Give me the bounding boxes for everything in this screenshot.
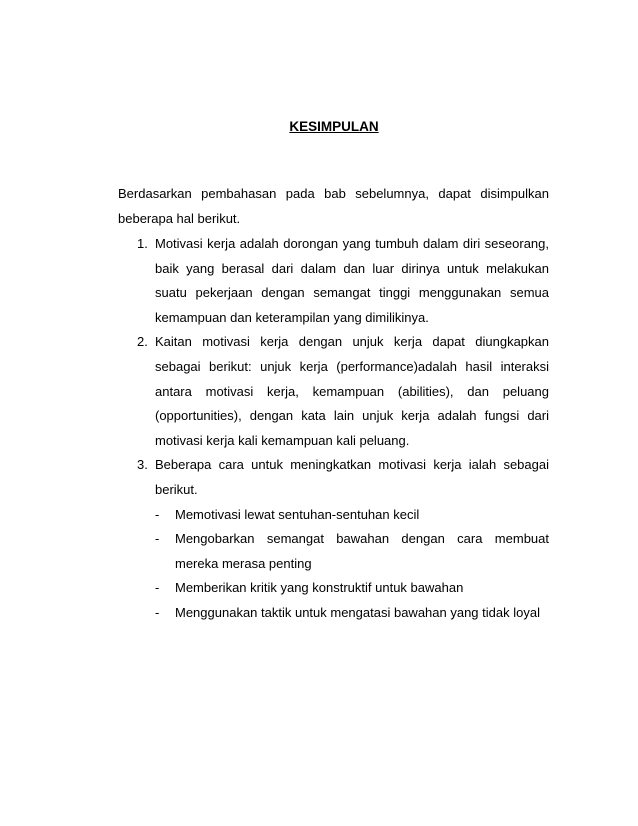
page-title: KESIMPULAN — [289, 119, 379, 134]
sub-list-item — [155, 601, 549, 626]
list-number: 2. — [137, 334, 148, 350]
list-item — [118, 453, 549, 625]
intro-paragraph — [118, 181, 549, 231]
intro-line-2: beberapa hal berikut. — [118, 211, 241, 226]
list-item-text: Kaitan motivasi kerja dengan unjuk kerja dapat diungkapkan sebagai berikut: unjuk kerja (performance)adalah hasil interaksi antara motivasi kerja, kemampuan (abilities), dan peluang (opportunities), dengan kata lain unjuk kerja adalah fungsi dari motivasi kerja kali kemampuan kali peluang. — [155, 334, 549, 448]
list-item — [118, 232, 549, 330]
dash-bullet: - — [155, 604, 160, 620]
dash-bullet: - — [155, 506, 160, 522]
list-item-text: Beberapa cara untuk meningkatkan motivasi kerja ialah sebagai berikut. — [155, 457, 549, 497]
dash-bullet: - — [155, 580, 160, 596]
list-number: 1. — [137, 236, 148, 251]
dash-bullet: - — [155, 531, 160, 547]
sub-list-item — [155, 576, 549, 601]
conclusion-list — [118, 232, 549, 626]
intro-line-1: Berdasarkan pembahasan pada bab sebelumnya, dapat disimpulkan — [118, 186, 549, 201]
sub-item-text: Mengobarkan semangat bawahan dengan cara membuat mereka merasa penting — [175, 531, 549, 571]
sub-item-text: Memotivasi lewat sentuhan-sentuhan kecil — [175, 506, 420, 522]
sub-list — [155, 503, 549, 626]
list-number: 3. — [137, 457, 148, 473]
list-item — [118, 330, 549, 453]
list-item-text: Motivasi kerja adalah dorongan yang tumbuh dalam diri seseorang, baik yang berasal dari dalam dan luar dirinya untuk melakukan suatu pekerjaan dengan semangat tinggi menggunakan semua kemampuan dan keterampilan yang dimilikinya. — [155, 236, 549, 325]
sub-list-item — [155, 503, 549, 528]
sub-list-item — [155, 527, 549, 576]
sub-item-text: Menggunakan taktik untuk mengatasi bawahan yang tidak loyal — [175, 604, 540, 620]
sub-item-text: Memberikan kritik yang konstruktif untuk bawahan — [175, 580, 464, 596]
